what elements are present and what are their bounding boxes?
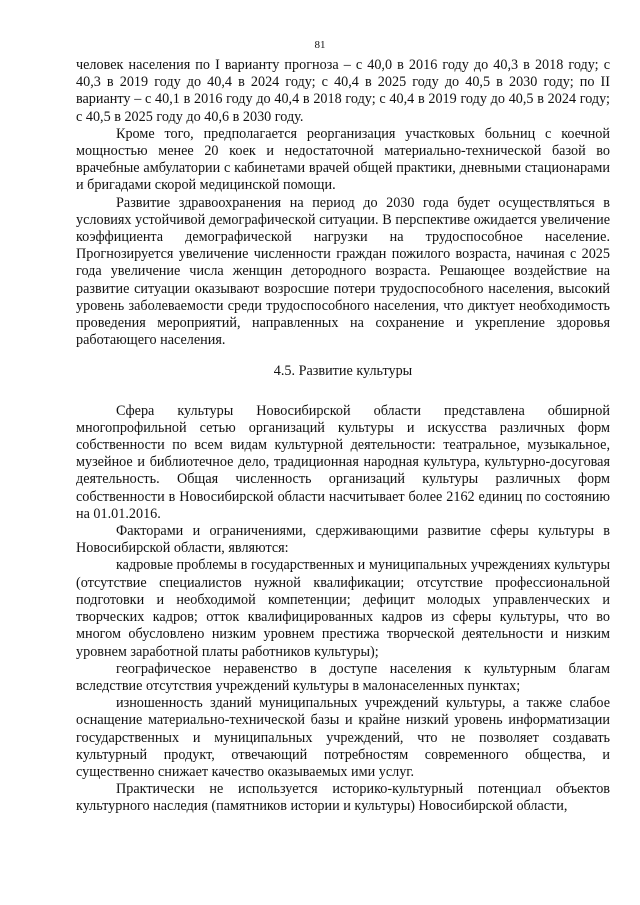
page-content <box>76 57 610 816</box>
paragraph-geographic-inequality: географическое неравенство в доступе населения к культурным благам вследствие отсутствия учреждений культуры в малонаселенных пунктах; <box>76 660 610 694</box>
paragraph-constraints-intro: Факторами и ограничениями, сдерживающими развитие сферы культуры в Новосибирской области, являются: <box>76 523 610 557</box>
paragraph-hospital-reorganization: Кроме того, предполагается реорганизация участковых больниц с коечной мощностью менее 20 коек и недостаточной материально-технической базой во врачебные амбулатории с кабинетами врачей общей практики, дневными стационарами и бригадами скорой медицинской помощи. <box>76 125 610 194</box>
paragraph-forecast-continuation: человек населения по I варианту прогноза – с 40,0 в 2016 году до 40,3 в 2018 году; с 40,3 в 2019 году до 40,4 в 2024 году; с 40,4 в 2025 году до 40,5 в 2030 году; по II варианту – с 40,1 в 2016 году до 40,4 в 2018 году; с 40,4 в 2019 году до 40,5 в 2024 году; с 40,5 в 2025 году до 40,6 в 2030 году. <box>76 57 610 125</box>
paragraph-building-deterioration: изношенность зданий муниципальных учреждений культуры, а также слабое оснащение материально-технической базы и крайне низкий уровень информатизации государственных и муниципальных учреждений, что не позволяет создавать культурный продукт, отвечающий потребностям современного общества, и существенно снижает качество оказываемых ими услуг. <box>76 695 610 780</box>
paragraph-culture-sphere: Сфера культуры Новосибирской области представлена обширной многопрофильной сетью организаций культуры и искусства различных форм собственности по всем видам культурной деятельности: театральное, музыкальное, музейное и библиотечное дело, традиционная народная культура, культурно-досуговая деятельность. Общая численность организаций культуры различных форм собственности в Новосибирской области насчитывает более 2162 единиц по состоянию на 01.01.2016. <box>76 402 610 522</box>
paragraph-healthcare-development: Развитие здравоохранения на период до 2030 года будет осуществляться в условиях устойчивой демографической ситуации. В перспективе ожидается увеличение коэффициента демографической нагрузки на трудоспособное население. Прогнозируется увеличение численности граждан пожилого возраста, начиная с 2025 года увеличение числа женщин детородного возраста. Решающее воздействие на развитие ситуации оказывают возросшие потери трудоспособного населения, высокий уровень заболеваемости среди трудоспособного населения, что диктует необходимость проведения мероприятий, направленных на сохранение и укрепление здоровья работающего населения. <box>76 194 610 349</box>
paragraph-staffing-problems: кадровые проблемы в государственных и муниципальных учреждениях культуры (отсутствие специалистов нужной квалификации; отсутствие профессиональной подготовки и необходимой компетенции; дефицит молодых управленческих и творческих кадров; отток квалифицированных кадров из сферы культуры, что во многом обусловлено низким уровнем престижа творческой деятельности и низким уровнем заработной платы работников культуры); <box>76 557 610 660</box>
paragraph-heritage-potential: Практически не используется историко-культурный потенциал объектов культурного наследия (памятников истории и культуры) Новосибирской области, <box>76 781 610 815</box>
page-number: 81 <box>314 39 326 51</box>
section-heading: 4.5. Развитие культуры <box>273 363 413 380</box>
